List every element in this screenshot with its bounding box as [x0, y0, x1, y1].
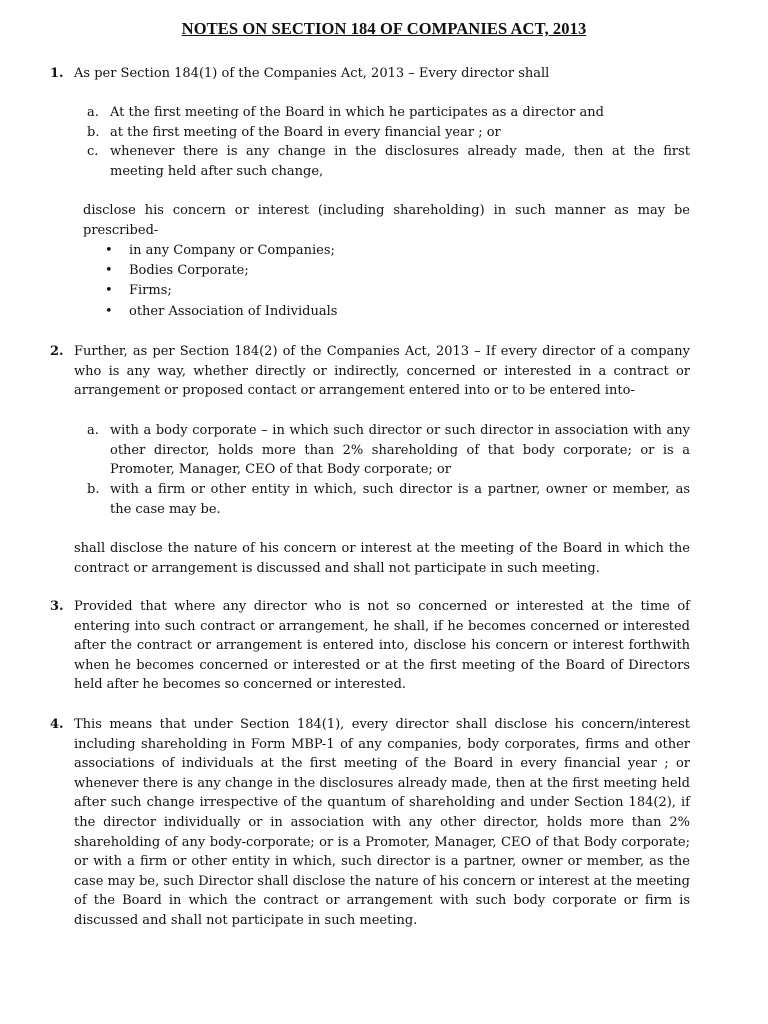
- section-2-item-a-text: with a body corporate – in which such director or such director in association with any other director, holds more than 2% shareholding of that body corporate; or is a Promoter, Manager, CEO of that Body corporate; or: [110, 423, 690, 478]
- section-2-intro: Further, as per Section 184(2) of the Companies Act, 2013 – If every director of a company who is any way, whether directly or indirectly, concerned or interested in a contract or arrangement or proposed contact or arrangement entered into or to be entered into-: [74, 344, 690, 399]
- section-1-item-c-text: whenever there is any change in the disclosures already made, then at the first meeting held after such change,: [110, 144, 690, 179]
- bullet-icon: •: [105, 243, 113, 258]
- section-1-number: 1.: [50, 66, 64, 81]
- section-1-item-a-label: a.: [87, 105, 99, 120]
- page-title: NOTES ON SECTION 184 OF COMPANIES ACT, 2013: [181, 19, 587, 38]
- section-2-item-b-label: b.: [87, 482, 100, 497]
- section-1-item-c-label: c.: [87, 144, 99, 159]
- bullet-icon: •: [105, 283, 113, 298]
- section-2-closing: shall disclose the nature of his concern or interest at the meeting of the Board in which the contract or arrangement is discussed and shall not participate in such meeting.: [74, 541, 690, 576]
- section-4-text: This means that under Section 184(1), every director shall disclose his concern/interest including shareholding in Form MBP-1 of any companies, body corporates, firms and other associations of individuals at the first meeting of the Board in every financial year ; or whenever there is any change in the disclosures already made, then at the first meeting held after such change irrespective of the quantum of shareholding and under Section 184(2), if the director individually or in association with any other director, holds more than 2% shareholding of any body-corporate; or is a Promoter, Manager, CEO of that Body corporate; or with a firm or other entity in which, such director is a partner, owner or member, as the case may be, such Director shall disclose the nature of his concern or interest at the meeting of the Board in which the contract or arrangement with such body corporate or firm is discussed and shall not participate in such meeting.: [74, 717, 690, 928]
- bullet-icon: •: [105, 263, 113, 278]
- section-2-item-b-text: with a firm or other entity in which, such director is a partner, owner or member, as the case may be.: [110, 482, 690, 517]
- section-3-text: Provided that where any director who is not so concerned or interested at the time of entering into such contract or arrangement, he shall, if he becomes concerned or interested after the contract or arrangement is entered into, disclose his concern or interest forthwith when he becomes concerned or interested or at the first meeting of the Board of Directors held after he becomes so concerned or interested.: [74, 599, 690, 693]
- section-3-number: 3.: [50, 599, 64, 614]
- bullet-icon: •: [105, 304, 113, 319]
- section-2-number: 2.: [50, 344, 64, 359]
- bullet-item-bodies-corporate: Bodies Corporate;: [129, 263, 249, 278]
- section-1-item-b-label: b.: [87, 125, 100, 140]
- section-1-item-b-text: at the first meeting of the Board in every financial year ; or: [110, 125, 501, 140]
- section-1-item-a-text: At the first meeting of the Board in which he participates as a director and: [110, 105, 604, 120]
- bullet-item-association: other Association of Individuals: [129, 304, 338, 319]
- section-2-item-a-label: a.: [87, 423, 99, 438]
- section-1-intro: As per Section 184(1) of the Companies Act, 2013 – Every director shall: [74, 66, 550, 81]
- section-4-number: 4.: [50, 717, 64, 732]
- bullet-item-companies: in any Company or Companies;: [129, 243, 335, 258]
- bullet-item-firms: Firms;: [129, 283, 172, 298]
- section-1-disclose: disclose his concern or interest (including shareholding) in such manner as may be prescribed-: [83, 203, 690, 238]
